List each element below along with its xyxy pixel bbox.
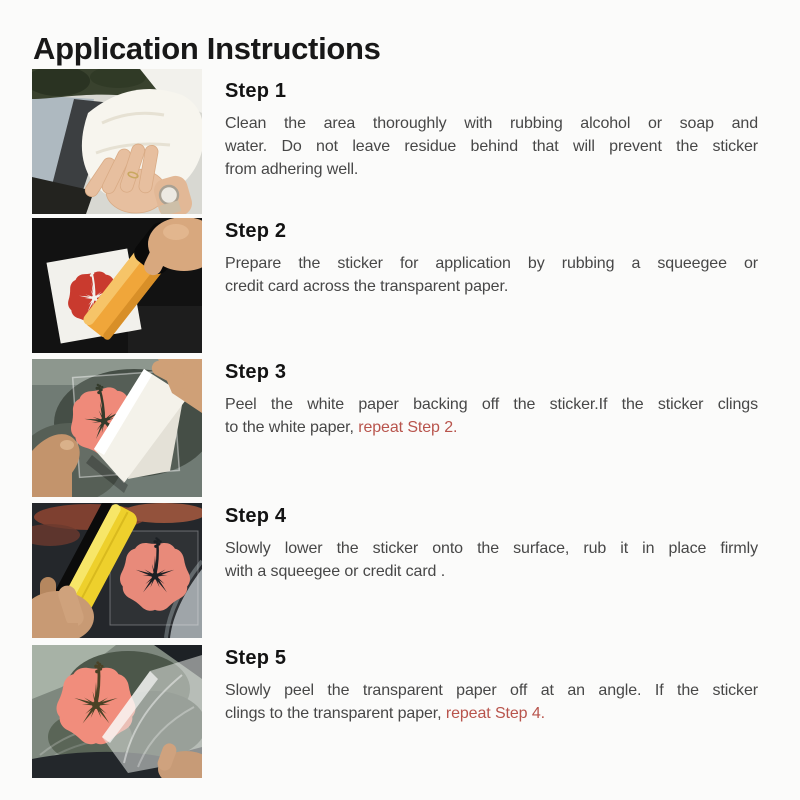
step-row-3: [0, 359, 800, 497]
step1-photo-clean-surface: [32, 69, 202, 214]
step4-text: [225, 503, 758, 583]
step1-heading: Step 1: [225, 80, 287, 102]
step-row-5: [0, 645, 800, 778]
peel-transfer-illustration: [32, 645, 202, 778]
repeat-step-note: repeat Step 4.: [445, 705, 545, 722]
step5-photo-peel-transfer: [32, 645, 202, 778]
squeegee-on-paper-illustration: [32, 218, 202, 353]
body-line: to the white paper, repeat Step 2.: [225, 419, 458, 436]
step5-body: [225, 679, 758, 725]
body-line: Prepare the sticker for application by rubbing a squeegee or: [225, 255, 758, 272]
step1-body: [225, 112, 758, 181]
body-line: Peel the white paper backing off the sticker.If the sticker clings: [225, 396, 758, 413]
apply-sticker-illustration: [32, 503, 202, 638]
body-line: Slowly peel the transparent paper off at an angle. If the sticker: [225, 682, 758, 699]
repeat-step-note: repeat Step 2.: [358, 419, 458, 436]
page-title: Application Instructions: [33, 30, 381, 66]
step4-heading: Step 4: [225, 505, 287, 527]
body-line: Slowly lower the sticker onto the surface, rub it in place firmly: [225, 540, 758, 557]
step3-heading: Step 3: [225, 361, 287, 383]
step-row-2: [0, 218, 800, 353]
body-line: from adhering well.: [225, 161, 359, 178]
clean-surface-illustration: [32, 69, 202, 214]
step-row-1: [0, 69, 800, 215]
step3-photo-peel-backing: [32, 359, 202, 497]
peel-backing-illustration: [32, 359, 202, 497]
body-line: credit card across the transparent paper.: [225, 278, 509, 295]
step2-photo-squeegee-paper: [32, 218, 202, 353]
body-line: with a squeegee or credit card .: [225, 563, 446, 580]
step5-text: [225, 645, 758, 725]
body-line: Clean the area thoroughly with rubbing alcohol or soap and: [225, 115, 758, 132]
body-line: water. Do not leave residue behind that will prevent the sticker: [225, 138, 758, 155]
step4-body: [225, 537, 758, 583]
step2-body: [225, 252, 758, 298]
body-line: clings to the transparent paper, repeat Step 4.: [225, 705, 545, 722]
step2-text: [225, 218, 758, 298]
step1-text: [225, 69, 758, 181]
step3-text: [225, 359, 758, 439]
step5-heading: Step 5: [225, 647, 287, 669]
step2-heading: Step 2: [225, 220, 287, 242]
step-row-4: [0, 503, 800, 638]
step3-body: [225, 393, 758, 439]
step4-photo-apply-sticker: [32, 503, 202, 638]
